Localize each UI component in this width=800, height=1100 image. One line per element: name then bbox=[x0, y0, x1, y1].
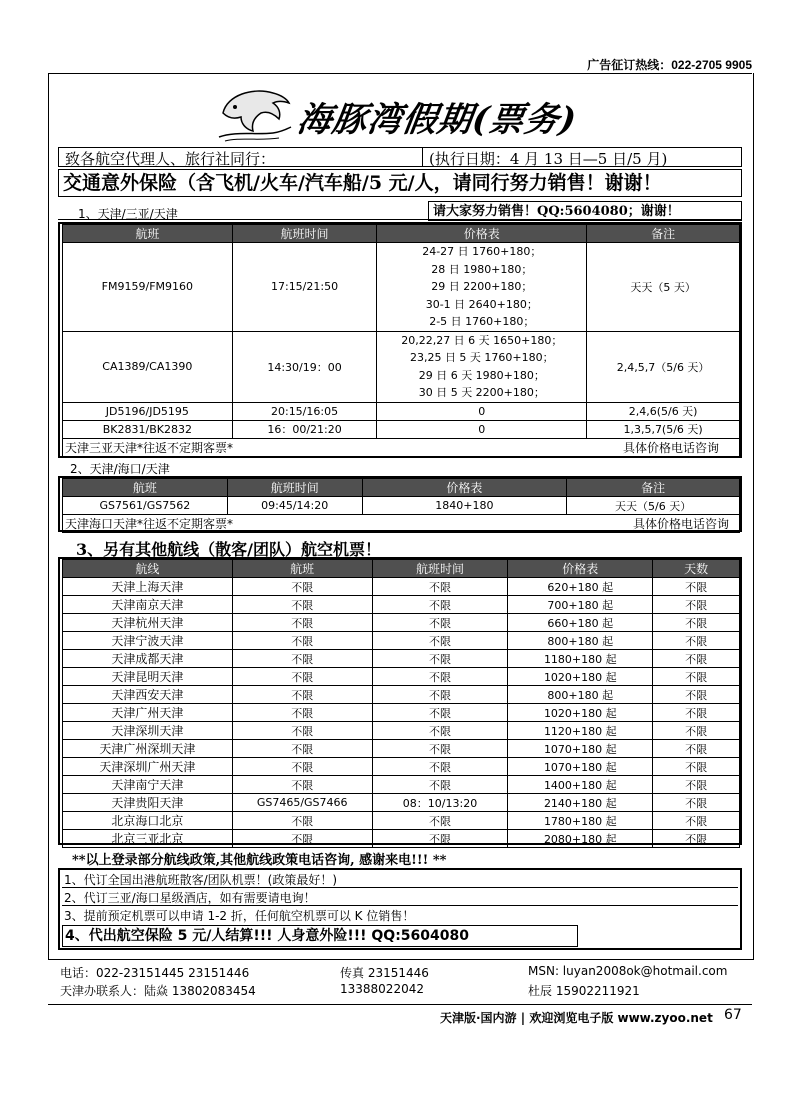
table-row bbox=[63, 515, 740, 533]
service-item-highlight: 4、代出航空保险 5 元/人结算!!! 人身意外险!!! QQ:5604080 bbox=[62, 925, 578, 947]
route-cell: 天津杭州天津 bbox=[63, 614, 233, 632]
price-list bbox=[377, 243, 587, 332]
col-time: 航班时间 bbox=[372, 560, 508, 578]
table-row bbox=[63, 243, 740, 332]
price-line: 23,25 日 5 天 1760+180； bbox=[409, 351, 554, 364]
table-row bbox=[63, 650, 740, 668]
route-cell: 北京三亚北京 bbox=[63, 830, 233, 848]
footer-right-text: 具体价格电话咨询 bbox=[622, 440, 719, 455]
flight-cell: 不限 bbox=[232, 596, 372, 614]
price-cell: 620+180 起 bbox=[508, 578, 653, 596]
route-cell: 天津深圳广州天津 bbox=[63, 758, 233, 776]
time-cell: 不限 bbox=[372, 650, 508, 668]
table-row bbox=[63, 331, 740, 402]
flight-cell: 不限 bbox=[232, 740, 372, 758]
price-cell: 1780+180 起 bbox=[508, 812, 653, 830]
price-cell: 1180+180 起 bbox=[508, 650, 653, 668]
col-route: 航线 bbox=[63, 560, 233, 578]
flight-cell: 不限 bbox=[232, 632, 372, 650]
days-cell: 不限 bbox=[653, 794, 740, 812]
time-cell: 不限 bbox=[372, 722, 508, 740]
days-cell: 不限 bbox=[653, 776, 740, 794]
flight-cell: 不限 bbox=[232, 614, 372, 632]
table-row bbox=[63, 668, 740, 686]
footer-left-text: 天津海口天津*往返不定期客票* bbox=[65, 517, 234, 531]
days-cell: 不限 bbox=[653, 830, 740, 848]
flight-no: GS7561/GS7562 bbox=[63, 497, 228, 515]
col-price: 价格表 bbox=[508, 560, 653, 578]
flight-cell: 不限 bbox=[232, 704, 372, 722]
footer-left-text: 天津三亚天津*往返不定期客票* bbox=[65, 440, 234, 455]
time-cell: 不限 bbox=[372, 704, 508, 722]
flight-time: 14:30/19：00 bbox=[232, 331, 377, 402]
col-note: 备注 bbox=[587, 225, 740, 243]
flight-no: CA1389/CA1390 bbox=[63, 331, 233, 402]
col-note: 备注 bbox=[567, 479, 740, 497]
col-flight: 航班 bbox=[63, 225, 233, 243]
promo-label: 欢迎浏览电子版 www.zyoo.net bbox=[529, 1011, 713, 1025]
flight-cell: GS7465/GS7466 bbox=[232, 794, 372, 812]
section1-footer bbox=[63, 438, 740, 456]
days-cell: 不限 bbox=[653, 632, 740, 650]
route-cell: 天津西安天津 bbox=[63, 686, 233, 704]
flight-cell: 不限 bbox=[232, 758, 372, 776]
route-cell: 天津广州深圳天津 bbox=[63, 740, 233, 758]
col-price: 价格表 bbox=[377, 225, 587, 243]
flight-no: JD5196/JD5195 bbox=[63, 402, 233, 420]
route-cell: 北京海口北京 bbox=[63, 812, 233, 830]
time-cell: 不限 bbox=[372, 614, 508, 632]
flight-note: 天天（5 天） bbox=[587, 243, 740, 332]
time-cell: 08：10/13:20 bbox=[372, 794, 508, 812]
price-cell: 1070+180 起 bbox=[508, 740, 653, 758]
flight-cell: 不限 bbox=[232, 776, 372, 794]
contact-msn: MSN: luyan2008ok@hotmail.com bbox=[528, 964, 728, 978]
table-row bbox=[63, 758, 740, 776]
bottom-rule bbox=[48, 1004, 752, 1005]
greeting-text: 致各航空代理人、旅行社同行： bbox=[65, 150, 276, 168]
flight-cell: 不限 bbox=[232, 722, 372, 740]
section1-table bbox=[62, 224, 740, 457]
flight-cell: 不限 bbox=[232, 830, 372, 848]
table-row bbox=[63, 686, 740, 704]
flight-note: 2,4,5,7（5/6 天） bbox=[587, 331, 740, 402]
section2-title: 2、天津/海口/天津 bbox=[70, 462, 170, 476]
price-cell: 700+180 起 bbox=[508, 596, 653, 614]
table-row bbox=[63, 776, 740, 794]
col-days: 天数 bbox=[653, 560, 740, 578]
price-list bbox=[377, 331, 587, 402]
days-cell: 不限 bbox=[653, 686, 740, 704]
days-cell: 不限 bbox=[653, 614, 740, 632]
table-row bbox=[63, 812, 740, 830]
time-cell: 不限 bbox=[372, 758, 508, 776]
insurance-banner: 交通意外保险（含飞机/火车/汽车船/5 元/人，请同行努力销售！谢谢！ bbox=[58, 169, 742, 197]
price-line: 30 日 5 天 2200+180； bbox=[418, 386, 545, 399]
price-cell: 1120+180 起 bbox=[508, 722, 653, 740]
price-line: 29 日 6 天 1980+180； bbox=[418, 368, 545, 382]
footer-separator: | bbox=[520, 1011, 530, 1025]
contact-tianjin: 天津办联系人：陆焱 13802083454 bbox=[60, 984, 256, 998]
days-cell: 不限 bbox=[653, 668, 740, 686]
footer-right-text: 具体价格电话咨询 bbox=[632, 517, 729, 531]
route-cell: 天津上海天津 bbox=[63, 578, 233, 596]
contact-fax: 传真 23151446 bbox=[340, 966, 429, 980]
policy-note: **以上登录部分航线政策,其他航线政策电话咨询, 感谢来电!!! ** bbox=[72, 853, 447, 868]
time-cell: 不限 bbox=[372, 776, 508, 794]
flight-no: BK2831/BK2832 bbox=[63, 420, 233, 438]
flight-cell: 不限 bbox=[232, 668, 372, 686]
service-item: 2、代订三亚/海口星级酒店，如有需要请电询！ bbox=[64, 891, 316, 905]
route-cell: 天津宁波天津 bbox=[63, 632, 233, 650]
days-cell: 不限 bbox=[653, 758, 740, 776]
price-cell: 2140+180 起 bbox=[508, 794, 653, 812]
table-row bbox=[63, 438, 740, 456]
col-time: 航班时间 bbox=[232, 225, 377, 243]
price-cell: 660+180 起 bbox=[508, 614, 653, 632]
flight-no: FM9159/FM9160 bbox=[63, 243, 233, 332]
table-row bbox=[63, 402, 740, 420]
col-flight: 航班 bbox=[232, 560, 372, 578]
days-cell: 不限 bbox=[653, 722, 740, 740]
route-cell: 天津广州天津 bbox=[63, 704, 233, 722]
price-line: 29 日 2200+180； bbox=[431, 280, 533, 293]
route-cell: 天津昆明天津 bbox=[63, 668, 233, 686]
edition-label: 天津版·国内游 bbox=[440, 1011, 517, 1025]
time-cell: 不限 bbox=[372, 740, 508, 758]
contact-duchen: 杜辰 15902211921 bbox=[528, 984, 640, 998]
time-cell: 不限 bbox=[372, 812, 508, 830]
page-footer bbox=[440, 1009, 713, 1026]
divider bbox=[62, 905, 738, 906]
table-row bbox=[63, 420, 740, 438]
price-line: 2-5 日 1760+180； bbox=[429, 315, 535, 328]
contact-mobile: 13388022042 bbox=[340, 982, 424, 996]
table-row bbox=[63, 740, 740, 758]
flight-time: 20:15/16:05 bbox=[232, 402, 377, 420]
route-cell: 天津贵阳天津 bbox=[63, 794, 233, 812]
price-line: 28 日 1980+180； bbox=[431, 262, 533, 276]
section2-footer bbox=[63, 515, 740, 533]
table-row bbox=[63, 614, 740, 632]
time-cell: 不限 bbox=[372, 686, 508, 704]
price-cell: 800+180 起 bbox=[508, 686, 653, 704]
service-item: 3、提前预定机票可以申请 1-2 折，任何航空机票可以 K 位销售！ bbox=[64, 909, 415, 923]
price-cell: 2080+180 起 bbox=[508, 830, 653, 848]
price-cell: 800+180 起 bbox=[508, 632, 653, 650]
section2-table bbox=[62, 478, 740, 533]
ad-hotline: 广告征订热线：022-2705 9905 bbox=[587, 58, 752, 72]
flight-price: 1840+180 bbox=[362, 497, 567, 515]
days-cell: 不限 bbox=[653, 650, 740, 668]
flight-note: 1,3,5,7(5/6 天) bbox=[587, 420, 740, 438]
table-row bbox=[63, 722, 740, 740]
table-row bbox=[63, 830, 740, 848]
time-cell: 不限 bbox=[372, 830, 508, 848]
price-cell: 1020+180 起 bbox=[508, 704, 653, 722]
flight-cell: 不限 bbox=[232, 650, 372, 668]
price-cell: 1400+180 起 bbox=[508, 776, 653, 794]
flight-cell: 不限 bbox=[232, 686, 372, 704]
table-row bbox=[63, 632, 740, 650]
contact-phone: 电话：022-23151445 23151446 bbox=[60, 966, 250, 980]
flight-price: 0 bbox=[377, 402, 587, 420]
brand-title: 海豚湾假期(票务) bbox=[294, 100, 580, 140]
route-cell: 天津南宁天津 bbox=[63, 776, 233, 794]
col-price: 价格表 bbox=[362, 479, 567, 497]
flight-time: 16：00/21:20 bbox=[232, 420, 377, 438]
flight-note: 天天（5/6 天） bbox=[567, 497, 740, 515]
table-row bbox=[63, 596, 740, 614]
days-cell: 不限 bbox=[653, 596, 740, 614]
table-row bbox=[63, 578, 740, 596]
days-cell: 不限 bbox=[653, 704, 740, 722]
qq-note: 请大家努力销售！QQ:5604080；谢谢！ bbox=[428, 201, 742, 221]
section3-table bbox=[62, 559, 740, 848]
flight-cell: 不限 bbox=[232, 812, 372, 830]
route-cell: 天津成都天津 bbox=[63, 650, 233, 668]
time-cell: 不限 bbox=[372, 596, 508, 614]
col-time: 航班时间 bbox=[227, 479, 362, 497]
service-item: 1、代订全国出港航班散客/团队机票！(政策最好！) bbox=[64, 873, 338, 887]
price-cell: 1070+180 起 bbox=[508, 758, 653, 776]
route-cell: 天津深圳天津 bbox=[63, 722, 233, 740]
flight-price: 0 bbox=[377, 420, 587, 438]
table-row bbox=[63, 704, 740, 722]
flight-time: 17:15/21:50 bbox=[232, 243, 377, 332]
flight-note: 2,4,6(5/6 天) bbox=[587, 402, 740, 420]
divider bbox=[62, 887, 738, 888]
price-line: 24-27 日 1760+180； bbox=[422, 245, 542, 258]
days-cell: 不限 bbox=[653, 812, 740, 830]
price-line: 20,22,27 日 6 天 1650+180； bbox=[401, 333, 563, 347]
time-cell: 不限 bbox=[372, 632, 508, 650]
price-cell: 1020+180 起 bbox=[508, 668, 653, 686]
flight-time: 09:45/14:20 bbox=[227, 497, 362, 515]
flight-cell: 不限 bbox=[232, 578, 372, 596]
page-number: 67 bbox=[724, 1007, 742, 1023]
section3-title: 3、另有其他航线（散客/团队）航空机票！ bbox=[76, 540, 381, 559]
section1-title: 1、天津/三亚/天津 bbox=[78, 207, 178, 221]
price-line: 30-1 日 2640+180； bbox=[425, 297, 538, 311]
col-flight: 航班 bbox=[63, 479, 228, 497]
time-cell: 不限 bbox=[372, 578, 508, 596]
days-cell: 不限 bbox=[653, 740, 740, 758]
route-cell: 天津南京天津 bbox=[63, 596, 233, 614]
dolphin-logo bbox=[215, 83, 295, 145]
days-cell: 不限 bbox=[653, 578, 740, 596]
table-row bbox=[63, 497, 740, 515]
table-row bbox=[63, 794, 740, 812]
exec-date-box: (执行日期：4 月 13 日—5 日/5 月) bbox=[422, 147, 742, 167]
time-cell: 不限 bbox=[372, 668, 508, 686]
